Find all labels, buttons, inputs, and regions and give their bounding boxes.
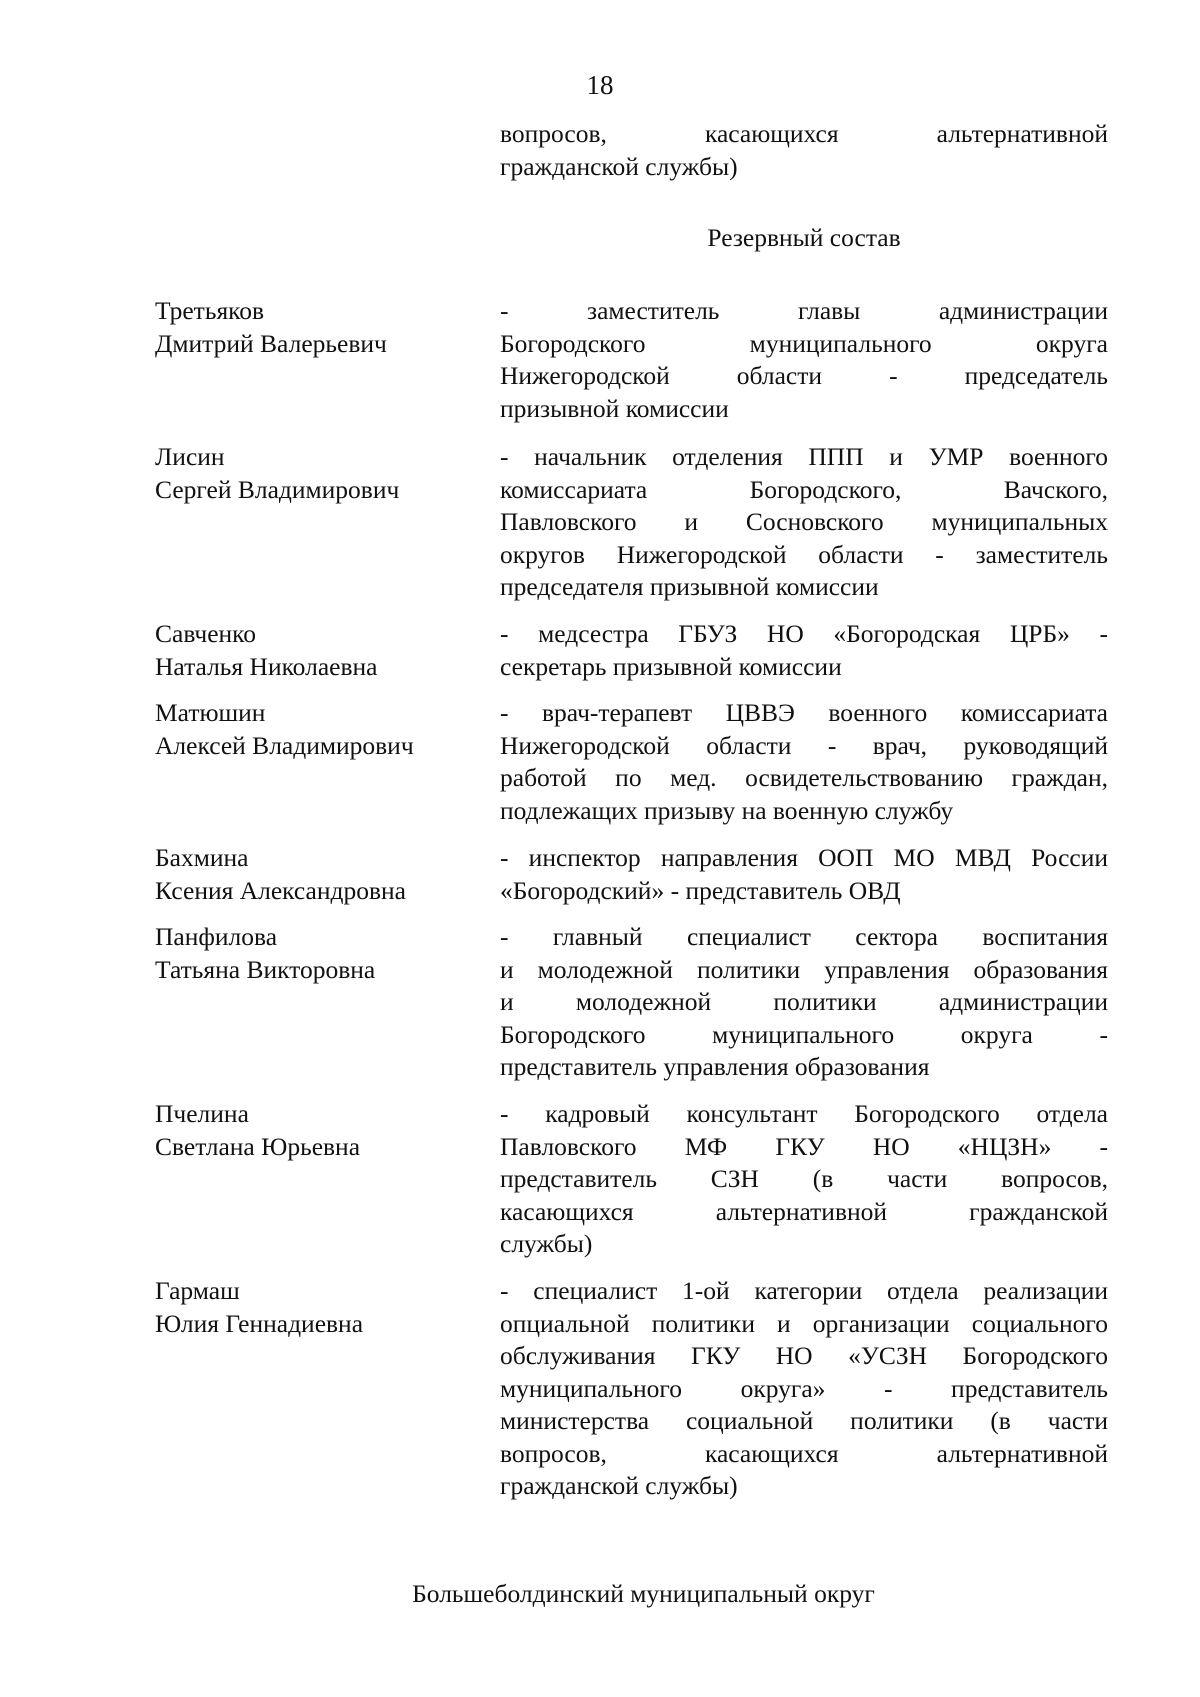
member-name: [155, 1275, 485, 1340]
member-given-name: Ксения Александровна: [155, 875, 407, 905]
member-role: [500, 441, 1108, 604]
member-role: [500, 1275, 1108, 1503]
member-name: [155, 921, 485, 986]
member-role: [500, 1098, 1108, 1261]
page-number: 18: [586, 70, 614, 100]
district-section-title: Большеболдинский муниципальный округ: [412, 1579, 875, 1608]
member-name: [155, 618, 485, 683]
role-line: секретарь призывной комиссии: [500, 651, 842, 681]
role-line: работой по мед. освидетельствованию граждан,: [500, 763, 1108, 792]
role-line: - медсестра ГБУЗ НО «Богородская ЦРБ» -: [500, 619, 1108, 648]
member-role: [500, 295, 1108, 425]
member-role: [500, 921, 1108, 1084]
role-line: Богородского муниципального округа -: [500, 1019, 1108, 1049]
role-line: - инспектор направления ООП МО МВД России: [500, 843, 1108, 872]
role-line: - кадровый консультант Богородского отдела: [500, 1099, 1108, 1128]
reserve-section-title: Резервный состав: [707, 223, 901, 252]
role-line: округов Нижегородской области - заместитель: [500, 539, 1108, 569]
role-line: - главный специалист сектора воспитания: [500, 922, 1108, 951]
role-line: опциальной политики и организации социального: [500, 1308, 1108, 1338]
member-surname: Третьяков: [155, 296, 265, 325]
role-line: комиссариата Богородского, Вачского,: [500, 474, 1108, 504]
role-line: представитель управления образования: [500, 1052, 930, 1081]
role-line: Нижегородской области - врач, руководящий: [500, 730, 1108, 760]
member-name: [155, 1098, 485, 1163]
role-line: министерства социальной политики (в части: [500, 1406, 1108, 1435]
role-line: и молодежной политики администрации: [500, 987, 1108, 1016]
member-given-name: Юлия Геннадиевна: [155, 1308, 364, 1338]
member-surname: Пчелина: [155, 1099, 249, 1128]
role-line: - специалист 1-ой категории отдела реализации: [500, 1276, 1108, 1305]
member-given-name: Светлана Юрьевна: [155, 1131, 361, 1161]
role-line: призывной комиссии: [500, 393, 729, 423]
member-name: [155, 842, 485, 907]
member-surname: Бахмина: [155, 843, 249, 872]
role-line: подлежащих призыву на военную службу: [500, 795, 954, 825]
member-surname: Гармаш: [155, 1276, 240, 1305]
member-surname: Панфилова: [155, 922, 278, 951]
member-surname: Матюшин: [155, 698, 266, 727]
continuation-text: [500, 118, 1108, 183]
role-line: Павловского и Сосновского муниципальных: [500, 507, 1108, 536]
member-given-name: Татьяна Викторовна: [155, 954, 376, 984]
continuation-line: гражданской службы): [500, 151, 738, 181]
role-line: и молодежной политики управления образования: [500, 954, 1108, 984]
member-given-name: Сергей Владимирович: [155, 474, 400, 504]
member-role: [500, 842, 1108, 907]
role-line: председателя призывной комиссии: [500, 572, 879, 601]
role-line: вопросов, касающихся альтернативной: [500, 1438, 1108, 1468]
continuation-line: вопросов, касающихся альтернативной: [500, 119, 1108, 148]
role-line: гражданской службы): [500, 1471, 738, 1500]
role-line: Павловского МФ ГКУ НО «НЦЗН» -: [500, 1131, 1108, 1161]
role-line: службы): [500, 1229, 593, 1258]
role-line: - заместитель главы администрации: [500, 296, 1108, 325]
member-surname: Савченко: [155, 619, 257, 648]
member-role: [500, 697, 1108, 827]
member-given-name: Алексей Владимирович: [155, 730, 414, 760]
member-name: [155, 295, 485, 360]
role-line: - врач-терапевт ЦВВЭ военного комиссариата: [500, 698, 1108, 727]
role-line: Нижегородской области - председатель: [500, 361, 1108, 390]
member-given-name: Дмитрий Валерьевич: [155, 328, 387, 358]
role-line: касающихся альтернативной гражданской: [500, 1196, 1108, 1226]
member-role: [500, 618, 1108, 683]
role-line: - начальник отделения ППП и УМР военного: [500, 442, 1108, 471]
role-line: обслуживания ГКУ НО «УСЗН Богородского: [500, 1341, 1108, 1370]
member-given-name: Наталья Николаевна: [155, 651, 378, 681]
member-surname: Лисин: [155, 442, 225, 471]
role-line: Богородского муниципального округа: [500, 328, 1108, 358]
member-name: [155, 441, 485, 506]
role-line: муниципального округа» - представитель: [500, 1373, 1108, 1403]
role-line: «Богородский» - представитель ОВД: [500, 875, 901, 905]
member-name: [155, 697, 485, 762]
role-line: представитель СЗН (в части вопросов,: [500, 1164, 1108, 1193]
